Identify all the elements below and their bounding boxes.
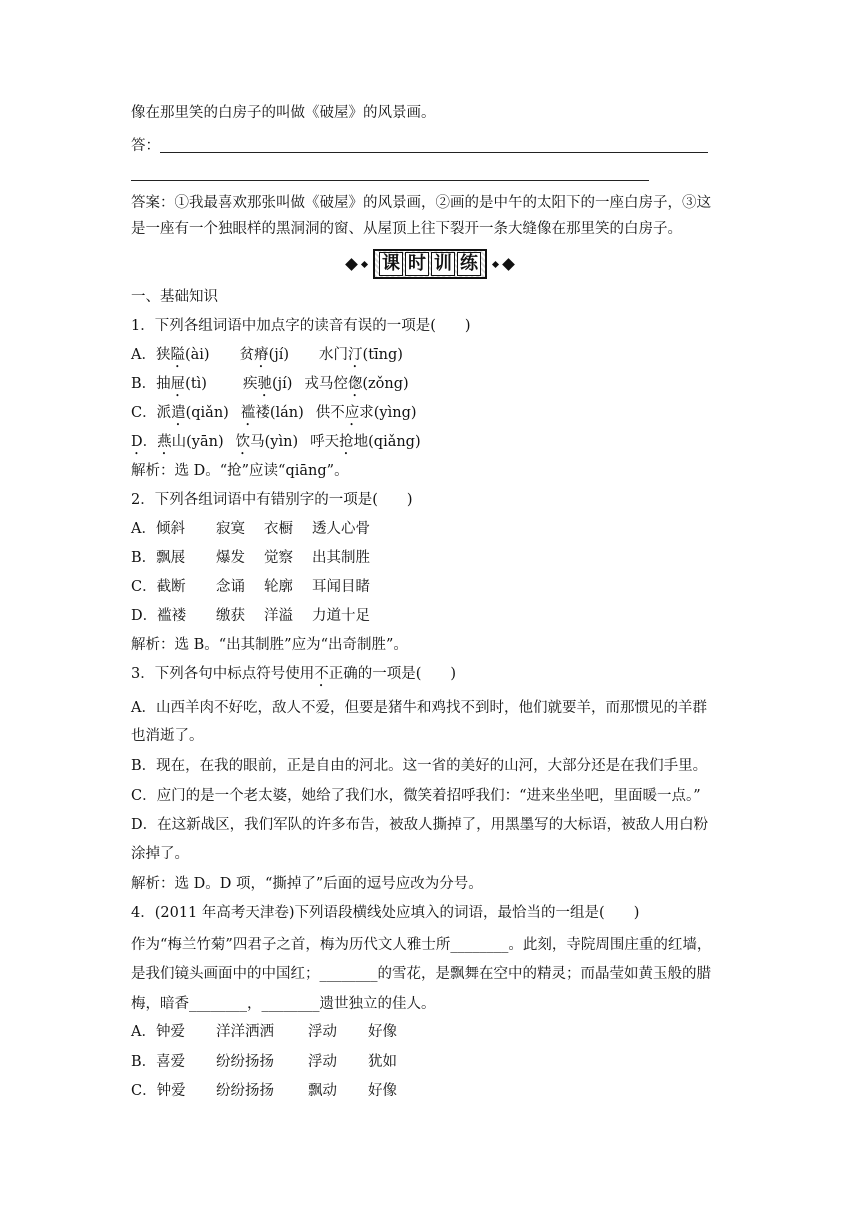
option-b[interactable]: B．现在，在我的眼前，正是自由的河北。这一省的美好的山河，大部分还是在我们手里。 [131, 758, 708, 774]
pinyin: (lán) [269, 405, 304, 421]
option-word: 力道十足 [312, 608, 370, 624]
option-word: D．褴褛 [131, 608, 187, 624]
question-stem: 1．下列各组词语中加点字的读音有误的一项是( ) [131, 318, 471, 334]
option-word: 透人心骨 [312, 521, 370, 537]
pinyin: (qiǎn) [185, 405, 229, 421]
question-stem [131, 664, 456, 690]
pinyin: (jí) [268, 347, 290, 363]
option-text: 山 [171, 434, 187, 450]
option-a-cont: 也消逝了。 [131, 728, 204, 744]
passage-line: 梅，暗香________，________遗世独立的佳人。 [131, 996, 436, 1012]
dotted-char: 汀 [348, 347, 363, 363]
analysis: 解析：选 D。D 项，“撕掉了”后面的逗号应改为分号。 [131, 876, 483, 892]
option-d-cont: 涂掉了。 [131, 846, 189, 862]
banner-char: 练 [457, 252, 481, 276]
option-word: 出其制胜 [312, 550, 370, 566]
option-word: 轮廓 [264, 579, 293, 595]
question-stem: 4．(2011 年高考天津卷)下列语段横线处应填入的词语，最恰当的一组是( ) [131, 905, 640, 921]
pinyin: 求(yìng) [359, 405, 417, 421]
diamond-icon [492, 260, 499, 267]
option-text: A．狭 [131, 347, 171, 363]
option-b[interactable] [131, 1052, 397, 1072]
option-a[interactable] [131, 345, 403, 371]
option-word: 浮动 [308, 1054, 337, 1070]
passage-line: 是我们镜头画面中的中国红；________的雪花，是飘舞在空中的精灵；而晶莹如黄玉般的腊 [131, 966, 711, 982]
question-stem: 2．下列各组词语中有错别字的一项是( ) [131, 492, 413, 508]
banner-char: 课 [379, 252, 403, 276]
option-word: A．钟爱 [131, 1024, 185, 1040]
option-text: 水门 [319, 347, 349, 363]
option-word: A．倾斜 [131, 521, 185, 537]
dotted-char: D．燕 [131, 434, 172, 450]
dotted-char: 遣 [171, 405, 186, 421]
option-c[interactable] [131, 1081, 397, 1101]
pinyin: (tì) [185, 376, 207, 392]
pinyin: (ài) [184, 347, 210, 363]
option-c[interactable]: C．应门的是一个老太婆，她给了我们水，微笑着招呼我们：“进来坐坐吧，里面暖一点。” [131, 788, 701, 804]
option-d[interactable] [131, 606, 370, 626]
option-word: 浮动 [308, 1024, 337, 1040]
dotted-char: 应 [344, 405, 360, 421]
option-word: 衣橱 [264, 521, 293, 537]
option-text: 供不 [315, 405, 345, 421]
option-text: 戎马倥 [304, 376, 348, 392]
passage-line: 作为“梅兰竹菊”四君子之首，梅为历代文人雅士所________。此刻，寺院周围庄重的红墙， [131, 937, 712, 953]
pinyin: (zǒng) [362, 376, 409, 392]
option-text: 贫 [239, 347, 255, 363]
dotted-char: 屉 [170, 376, 186, 392]
option-word: 纷纷扬扬 [216, 1083, 274, 1099]
lesson-training-banner [0, 249, 860, 277]
option-text: 马 [250, 434, 265, 450]
option-word: 念诵 [216, 579, 245, 595]
option-a[interactable] [131, 519, 370, 539]
option-c[interactable] [131, 403, 417, 429]
option-word: 纷纷扬扬 [216, 1054, 274, 1070]
answer-blank-line-2[interactable] [131, 180, 649, 181]
dotted-char: 饮 [235, 434, 251, 450]
option-word: C．截断 [131, 579, 186, 595]
section-title: 一、基础知识 [131, 289, 218, 305]
option-word: B．飘展 [131, 550, 186, 566]
option-word: 缴获 [216, 608, 245, 624]
diamond-icon [345, 258, 358, 271]
option-word: 洋溢 [264, 608, 293, 624]
option-b[interactable] [131, 374, 409, 400]
option-text: 疾 [242, 376, 258, 392]
stem-text: 正确的一项是( ) [328, 666, 457, 682]
dotted-char: 抢 [339, 434, 354, 450]
pinyin: (yān) [186, 434, 224, 450]
banner-char: 时 [405, 252, 429, 276]
option-word: 寂寞 [216, 521, 245, 537]
pinyin: (tīng) [362, 347, 403, 363]
option-text: 呼天 [310, 434, 340, 450]
option-word: 好像 [368, 1083, 397, 1099]
option-word: 犹如 [368, 1054, 397, 1070]
option-b[interactable] [131, 548, 370, 568]
answer-label: 答： [131, 138, 160, 154]
analysis: 解析：选 D。“抢”应读“qiāng”。 [131, 463, 349, 479]
option-text: C．派 [131, 405, 172, 421]
option-a[interactable]: A．山西羊肉不好吃，敌人不爱，但要是猪牛和鸡找不到时，他们就要羊，而那惯见的羊群 [131, 700, 707, 716]
option-word: 觉察 [264, 550, 293, 566]
option-c[interactable] [131, 577, 370, 597]
pinyin: (yìn) [264, 434, 299, 450]
banner-char: 训 [431, 252, 455, 276]
dotted-char: 驰 [257, 376, 272, 392]
banner-title [373, 249, 487, 279]
answer-text: 是一座有一个独眼样的黑洞洞的窗、从屋顶上往下裂开一条大缝像在那里笑的白房子。 [131, 221, 682, 237]
answer-text: 答案：①我最喜欢那张叫做《破屋》的风景画，②画的是中午的太阳下的一座白房子，③这 [131, 195, 711, 211]
option-a[interactable] [131, 1022, 397, 1042]
dotted-char: 褴 [240, 405, 256, 421]
option-word: 洋洋洒洒 [216, 1024, 274, 1040]
dotted-char: 隘 [170, 347, 185, 363]
option-d[interactable] [131, 432, 421, 458]
option-word: C．钟爱 [131, 1083, 186, 1099]
option-word: 飘动 [308, 1083, 337, 1099]
option-text: B．抽 [131, 376, 171, 392]
option-word: 耳闻目睹 [312, 579, 370, 595]
diamond-icon [502, 258, 515, 271]
answer-blank-line[interactable] [160, 152, 708, 153]
option-text: 褛 [255, 405, 270, 421]
dotted-char: 偬 [347, 376, 363, 392]
option-d[interactable]: D．在这新战区，我们军队的许多布告，被敌人撕掉了，用黑墨写的大标语，被敌人用白粉 [131, 817, 709, 833]
option-word: 爆发 [216, 550, 245, 566]
dotted-char: 瘠 [254, 347, 269, 363]
pinyin: (jí) [271, 376, 293, 392]
option-word: 好像 [368, 1024, 397, 1040]
pinyin: 地(qiǎng) [353, 434, 421, 450]
analysis: 解析：选 B。“出其制胜”应为“出奇制胜”。 [131, 637, 408, 653]
stem-text: 3．下列各句中标点符号使用 [131, 666, 315, 682]
diamond-icon [361, 260, 368, 267]
paragraph-line: 像在那里笑的白房子的叫做《破屋》的风景画。 [131, 105, 436, 121]
option-word: B．喜爱 [131, 1054, 186, 1070]
dotted-char: 不 [314, 666, 329, 682]
